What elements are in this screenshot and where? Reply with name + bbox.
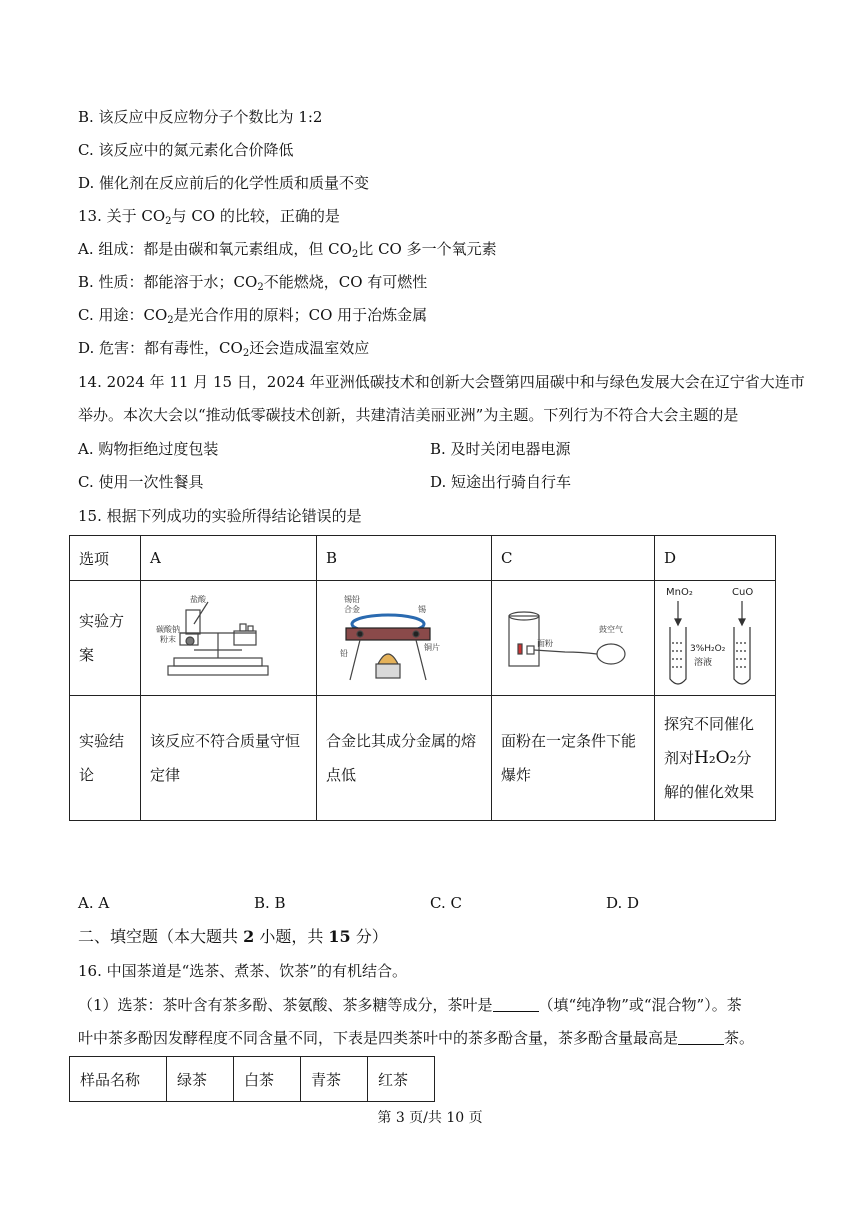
q14-option-b: B. 及时关闭电器电源 (430, 440, 571, 458)
label-blow-air: 鼓空气 (599, 625, 623, 634)
q14-stem-line2: 举办。本次大会以“推动低零碳技术创新，共建清洁美丽亚洲”为主题。下列行为不符合大会主题的是 (78, 406, 739, 424)
q14-option-a: A. 购物拒绝过度包装 (78, 440, 219, 458)
conclusion-d: 探究不同催化剂对H₂O₂分解的催化效果 (655, 696, 776, 821)
experiment-a-image (141, 581, 317, 696)
flour-explosion-icon (501, 588, 641, 684)
q14-option-c: C. 使用一次性餐具 (78, 473, 204, 491)
answer-blank[interactable] (493, 997, 539, 1012)
label-lead: 铅 (340, 649, 348, 658)
q13-option-c: C. 用途：$CO_2$是光合作用的原料；CO 用于冶炼金属 (78, 306, 428, 326)
q15-answer-b: B. B (254, 894, 286, 912)
table-header-option: 选项 (70, 536, 141, 581)
tea-white: 白茶 (234, 1057, 301, 1102)
conclusion-b: 合金比其成分金属的熔点低 (317, 696, 492, 821)
tea-table (69, 1056, 435, 1102)
label-alloy: 合金 (344, 605, 360, 614)
table-header-b: B (317, 536, 492, 581)
conclusion-c: 面粉在一定条件下能爆炸 (492, 696, 655, 821)
q16-stem: 16. 中国茶道是“选茶、煮茶、饮茶”的有机结合。 (78, 962, 407, 980)
label-h2o2: 3%H₂O₂ (690, 644, 726, 654)
tea-table-header: 样品名称 (70, 1057, 167, 1102)
answer-blank[interactable] (678, 1030, 724, 1045)
q16-part1-line1: （1）选茶：茶叶含有茶多酚、茶氨酸、茶多糖等成分，茶叶是 （填“纯净物”或“混合物”）。茶 (78, 996, 742, 1014)
table-header-a: A (141, 536, 317, 581)
q13-option-d: D. 危害：都有毒性，$CO_2$还会造成温室效应 (78, 339, 370, 359)
section-heading: 二、填空题（本大题共 2 小题，共 15 分） (78, 927, 388, 946)
label-sodium-carbonate: 碳酸钠 (156, 625, 180, 634)
q16-part1-line2: 叶中茶多酚因发酵程度不同含量不同，下表是四类茶叶中的茶多酚含量，茶多酚含量最高是 茶。 (78, 1029, 755, 1047)
test-tubes-icon (664, 581, 764, 691)
q14-option-d: D. 短途出行骑自行车 (430, 473, 572, 491)
label-mno2: MnO₂ (666, 587, 693, 598)
label-flour: 面粉 (537, 639, 553, 648)
label-solution: 溶液 (694, 658, 713, 668)
balance-scale-icon (150, 588, 300, 684)
table-header-c: C (492, 536, 655, 581)
q12-option-b: B. 该反应中反应物分子个数比为 1:2 (78, 108, 323, 126)
q13-stem: 13. 关于 $CO_2$与 CO 的比较，正确的是 (78, 207, 340, 227)
page-footer: 第 3 页/共 10 页 (377, 1110, 483, 1126)
q15-experiment-table (69, 535, 776, 821)
row-label-plan: 实验方案 (70, 581, 141, 696)
experiment-d-image (655, 581, 776, 696)
conclusion-a: 该反应不符合质量守恒定律 (141, 696, 317, 821)
experiment-b-image (317, 581, 492, 696)
q12-option-d: D. 催化剂在反应前后的化学性质和质量不变 (78, 174, 370, 192)
label-tin-lead: 锡铅 (344, 595, 360, 604)
q15-stem: 15. 根据下列成功的实验所得结论错误的是 (78, 507, 362, 525)
q15-answer-d: D. D (606, 894, 640, 912)
q12-option-c: C. 该反应中的氮元素化合价降低 (78, 141, 294, 159)
q14-stem-line1: 14. 2024 年 11 月 15 日，2024 年亚洲低碳技术和创新大会暨第四届碳中和与绿色发展大会在辽宁省大连市 (78, 373, 805, 391)
q15-answer-a: A. A (78, 894, 110, 912)
row-label-conclusion: 实验结论 (70, 696, 141, 821)
q15-answer-c: C. C (430, 894, 462, 912)
label-copper: 铜片 (424, 643, 440, 652)
tea-green: 绿茶 (167, 1057, 234, 1102)
alloy-heating-icon (326, 588, 476, 684)
table-header-d: D (655, 536, 776, 581)
tea-oolong: 青茶 (301, 1057, 368, 1102)
experiment-c-image (492, 581, 655, 696)
q13-option-b: B. 性质：都能溶于水；$CO_2$不能燃烧，CO 有可燃性 (78, 273, 428, 293)
label-powder: 粉末 (160, 635, 176, 644)
q13-option-a: A. 组成：都是由碳和氧元素组成，但 $CO_2$比 CO 多一个氧元素 (78, 240, 497, 260)
label-cuo: CuO (732, 587, 754, 598)
label-hydrochloric-acid: 盐酸 (190, 595, 206, 604)
tea-black: 红茶 (368, 1057, 435, 1102)
label-tin: 锡 (418, 605, 426, 614)
